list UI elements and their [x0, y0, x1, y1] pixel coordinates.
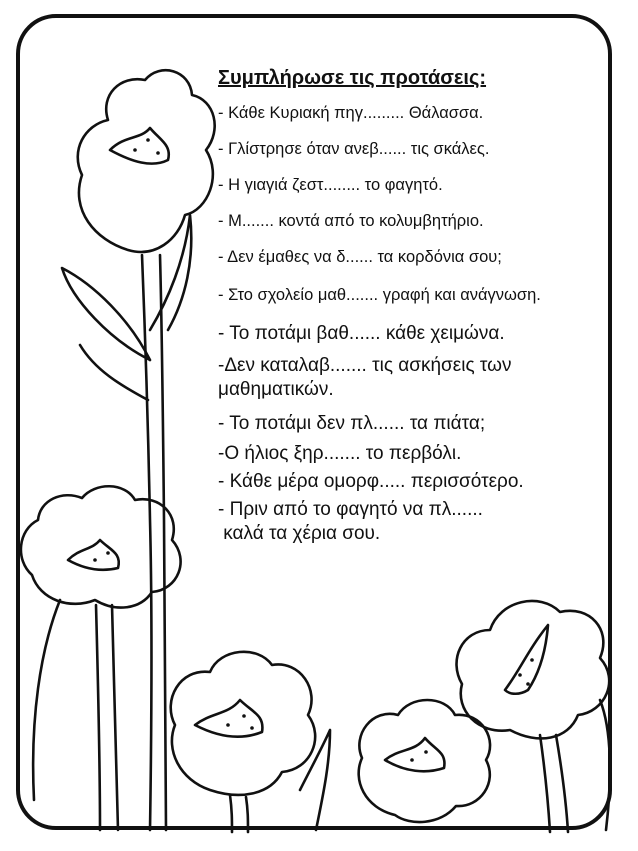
worksheet-title: Συμπλήρωσε τις προτάσεις:: [218, 67, 487, 89]
exercise-12: - Πριν από το φαγητό να πλ......: [218, 499, 483, 520]
exercise-3: - Η γιαγιά ζεστ........ το φαγητό.: [218, 176, 443, 194]
exercise-1: - Κάθε Κυριακή πηγ......... Θάλασσα.: [218, 104, 484, 122]
exercise-8: -Δεν καταλαβ....... τις ασκήσεις των: [218, 355, 512, 376]
left-flower-icon: [21, 486, 181, 830]
exercise-5: - Δεν έμαθες να δ...... τα κορδόνια σου;: [218, 248, 502, 266]
exercise-11: - Κάθε μέρα ομορφ..... περισσότερο.: [218, 471, 524, 492]
exercise-10: -Ο ήλιος ξηρ....... το περβόλι.: [218, 443, 462, 464]
exercise-9: - Το ποτάμι δεν πλ...... τα πιάτα;: [218, 413, 486, 434]
center-flower-icon: [171, 652, 330, 832]
exercise-6: - Στο σχολείο μαθ....... γραφή και ανάγνωση.: [218, 286, 541, 304]
exercise-4: - Μ....... κοντά από το κολυμβητήριο.: [218, 212, 484, 230]
exercise-8-continued: μαθηματικών.: [218, 379, 334, 400]
exercise-2: - Γλίστρησε όταν ανεβ...... τις σκάλες.: [218, 140, 490, 158]
top-flower-icon: [62, 70, 215, 830]
exercise-7: - Το ποτάμι βαθ...... κάθε χειμώνα.: [218, 323, 505, 344]
exercise-12-continued: καλά τα χέρια σου.: [218, 523, 381, 544]
worksheet-text: [218, 66, 608, 546]
